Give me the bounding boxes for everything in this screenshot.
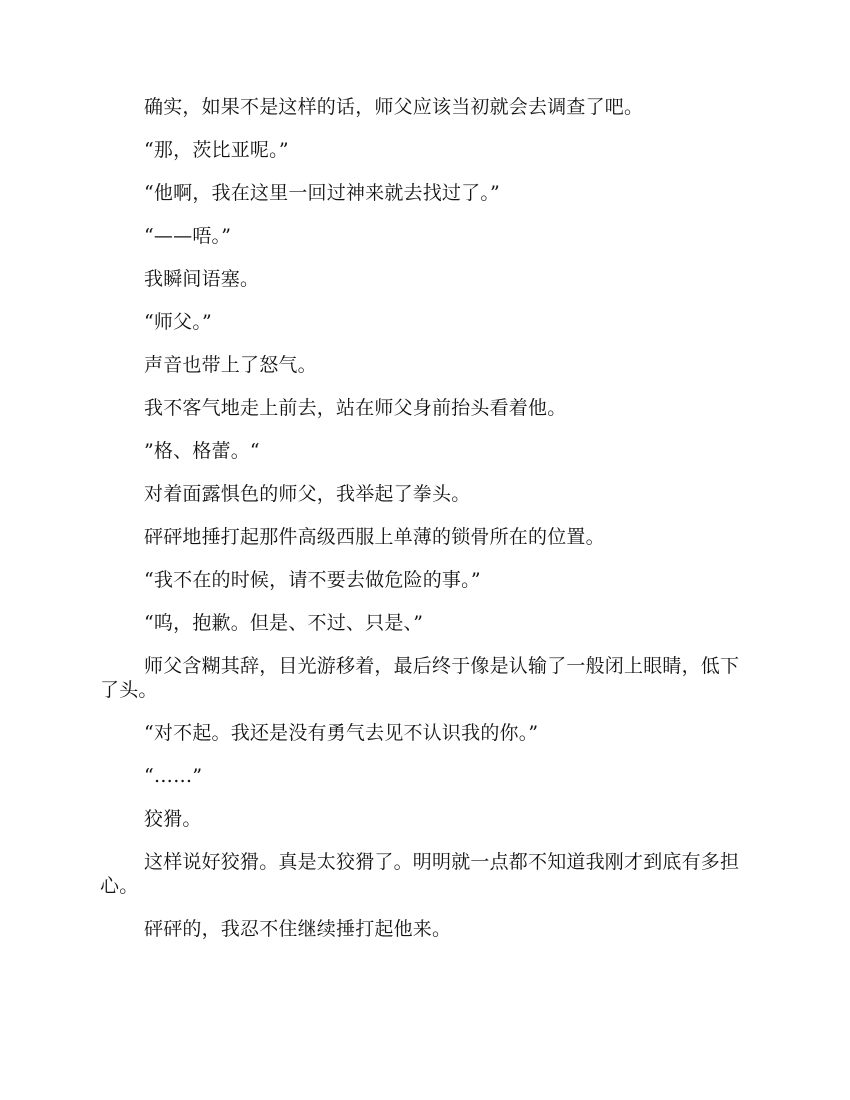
paragraph: 确实，如果不是这样的话，师父应该当初就会去调查了吧。	[144, 96, 644, 118]
paragraph: “他啊，我在这里一回过神来就去找过了。”	[144, 182, 500, 204]
paragraph: 这样说好狡猾。真是太狡猾了。明明就一点都不知道我刚才到底有多担心。	[100, 851, 740, 897]
paragraph: ”格、格蕾。“	[144, 440, 260, 462]
paragraph: “师父。”	[144, 311, 212, 333]
paragraph: 我不客气地走上前去，站在师父身前抬头看着他。	[144, 397, 567, 419]
paragraph: “我不在的时候，请不要去做危险的事。”	[144, 569, 481, 591]
paragraph: 砰砰地捶打起那件高级西服上单薄的锁骨所在的位置。	[144, 526, 605, 548]
paragraph: 我瞬间语塞。	[144, 268, 260, 290]
paragraph: “呜，抱歉。但是、不过、只是、”	[144, 612, 424, 634]
paragraph: 声音也带上了怒气。	[144, 354, 317, 376]
paragraph: 狡猾。	[144, 808, 202, 830]
paragraph: 师父含糊其辞，目光游移着，最后终于像是认输了一般闭上眼睛，低下了头。	[100, 655, 740, 701]
paragraph: 砰砰的，我忍不住继续捶打起他来。	[144, 918, 452, 940]
paragraph: “那，茨比亚呢。”	[144, 139, 289, 161]
body-text	[100, 95, 750, 960]
paragraph: “……”	[144, 765, 203, 787]
paragraph: 对着面露惧色的师父，我举起了拳头。	[144, 483, 471, 505]
paragraph: “——唔。”	[144, 225, 232, 247]
paragraph: “对不起。我还是没有勇气去见不认识我的你。”	[144, 722, 539, 744]
